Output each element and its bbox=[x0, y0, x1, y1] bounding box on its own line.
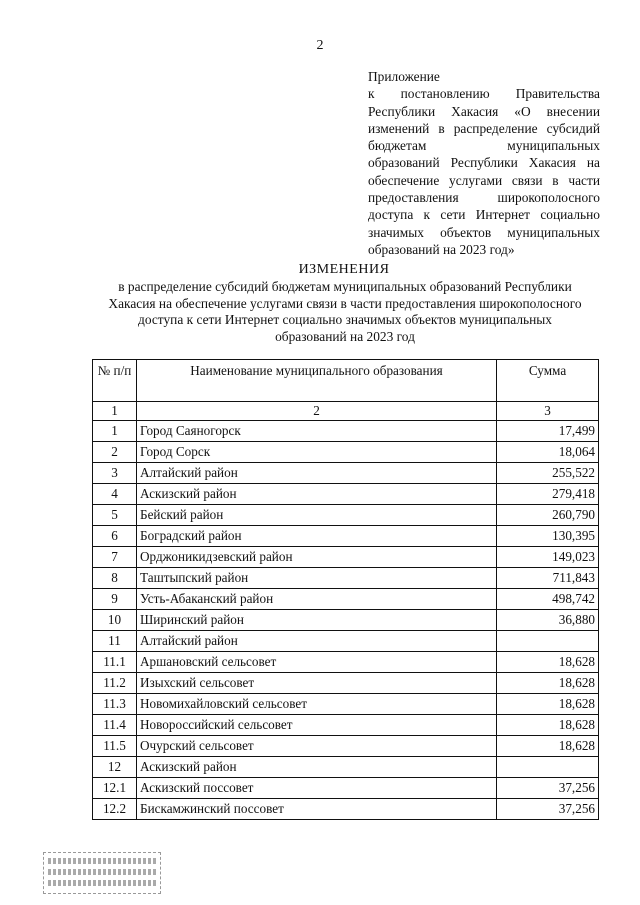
row-num: 2 bbox=[93, 442, 137, 463]
document-subtitle bbox=[92, 279, 598, 345]
row-num: 9 bbox=[93, 589, 137, 610]
subsidy-table bbox=[92, 359, 599, 820]
table-row bbox=[93, 652, 599, 673]
appendix-block bbox=[368, 68, 600, 258]
row-num: 5 bbox=[93, 505, 137, 526]
row-sum bbox=[497, 757, 599, 778]
header-num: № п/п bbox=[93, 360, 137, 402]
row-name: Бейский район bbox=[137, 505, 497, 526]
header-sum: Сумма bbox=[497, 360, 599, 402]
table-row bbox=[93, 694, 599, 715]
column-number-row bbox=[93, 402, 599, 421]
row-num: 11.3 bbox=[93, 694, 137, 715]
table-row bbox=[93, 610, 599, 631]
row-name: Алтайский район bbox=[137, 463, 497, 484]
appendix-line: бюджетам муниципальных bbox=[368, 138, 600, 154]
row-name: Новороссийский сельсовет bbox=[137, 715, 497, 736]
row-sum: 130,395 bbox=[497, 526, 599, 547]
row-sum: 18,628 bbox=[497, 652, 599, 673]
row-sum: 18,628 bbox=[497, 715, 599, 736]
table-header-row bbox=[93, 360, 599, 402]
row-num: 6 bbox=[93, 526, 137, 547]
row-num: 11.5 bbox=[93, 736, 137, 757]
row-sum: 36,880 bbox=[497, 610, 599, 631]
row-num: 8 bbox=[93, 568, 137, 589]
row-sum: 18,628 bbox=[497, 694, 599, 715]
document-title: ИЗМЕНЕНИЯ bbox=[298, 262, 390, 277]
row-name: Город Сорск bbox=[137, 442, 497, 463]
table-row bbox=[93, 568, 599, 589]
row-name: Очурский сельсовет bbox=[137, 736, 497, 757]
row-sum bbox=[497, 631, 599, 652]
row-sum: 498,742 bbox=[497, 589, 599, 610]
table-row bbox=[93, 736, 599, 757]
row-num: 11.1 bbox=[93, 652, 137, 673]
row-num: 12.2 bbox=[93, 799, 137, 820]
table-row bbox=[93, 673, 599, 694]
row-sum: 711,843 bbox=[497, 568, 599, 589]
row-num: 11.2 bbox=[93, 673, 137, 694]
row-name: Ширинский район bbox=[137, 610, 497, 631]
table-row bbox=[93, 484, 599, 505]
header-name: Наименование муниципального образования bbox=[137, 360, 497, 402]
row-name: Аскизский район bbox=[137, 757, 497, 778]
page-number: 2 bbox=[316, 38, 324, 53]
row-sum: 260,790 bbox=[497, 505, 599, 526]
table-row bbox=[93, 589, 599, 610]
col-number: 2 bbox=[137, 402, 497, 421]
row-num: 10 bbox=[93, 610, 137, 631]
table-row bbox=[93, 799, 599, 820]
row-num: 7 bbox=[93, 547, 137, 568]
table-row bbox=[93, 631, 599, 652]
row-sum: 149,023 bbox=[497, 547, 599, 568]
subtitle-line: Хакасия на обеспечение услугами связи в части предоставления широкополосного bbox=[108, 295, 582, 311]
row-name: Изыхский сельсовет bbox=[137, 673, 497, 694]
row-name: Усть-Абаканский район bbox=[137, 589, 497, 610]
table-row bbox=[93, 757, 599, 778]
col-number: 1 bbox=[93, 402, 137, 421]
row-sum: 37,256 bbox=[497, 799, 599, 820]
appendix-line: предоставления широкополосного bbox=[368, 190, 600, 206]
row-name: Алтайский район bbox=[137, 631, 497, 652]
row-num: 4 bbox=[93, 484, 137, 505]
row-sum: 18,628 bbox=[497, 736, 599, 757]
row-name: Новомихайловский сельсовет bbox=[137, 694, 497, 715]
appendix-line: изменений в распределение субсидий bbox=[368, 120, 600, 136]
appendix-line: образований Республики Хакасия на bbox=[368, 155, 600, 171]
row-sum: 17,499 bbox=[497, 421, 599, 442]
row-num: 12 bbox=[93, 757, 137, 778]
row-num: 12.1 bbox=[93, 778, 137, 799]
row-sum: 18,628 bbox=[497, 673, 599, 694]
row-name: Город Саяногорск bbox=[137, 421, 497, 442]
row-name: Бискамжинский поссовет bbox=[137, 799, 497, 820]
table-row bbox=[93, 547, 599, 568]
row-sum: 18,064 bbox=[497, 442, 599, 463]
appendix-line: Приложение bbox=[368, 69, 440, 84]
row-sum: 279,418 bbox=[497, 484, 599, 505]
row-num: 11.4 bbox=[93, 715, 137, 736]
row-sum: 255,522 bbox=[497, 463, 599, 484]
col-number: 3 bbox=[497, 402, 599, 421]
table-row bbox=[93, 778, 599, 799]
table-row bbox=[93, 715, 599, 736]
row-sum: 37,256 bbox=[497, 778, 599, 799]
table-row bbox=[93, 442, 599, 463]
row-name: Орджоникидзевский район bbox=[137, 547, 497, 568]
table-row bbox=[93, 421, 599, 442]
subtitle-line: доступа к сети Интернет социально значимых объектов муниципальных bbox=[138, 312, 552, 327]
row-num: 1 bbox=[93, 421, 137, 442]
row-name: Таштыпский район bbox=[137, 568, 497, 589]
row-name: Боградский район bbox=[137, 526, 497, 547]
appendix-line: к постановлению Правительства bbox=[368, 86, 600, 102]
row-num: 3 bbox=[93, 463, 137, 484]
table-row bbox=[93, 463, 599, 484]
subtitle-line: образований на 2023 год bbox=[275, 328, 415, 344]
appendix-line: значимых объектов муниципальных bbox=[368, 224, 600, 240]
row-num: 11 bbox=[93, 631, 137, 652]
row-name: Аршановский сельсовет bbox=[137, 652, 497, 673]
appendix-line: образований на 2023 год» bbox=[368, 241, 515, 257]
row-name: Аскизский поссовет bbox=[137, 778, 497, 799]
subtitle-line: в распределение субсидий бюджетам муниципальных образований Республики bbox=[118, 279, 572, 294]
row-name: Аскизский район bbox=[137, 484, 497, 505]
electronic-signature-stamp bbox=[43, 852, 161, 894]
table-row bbox=[93, 505, 599, 526]
table-row bbox=[93, 526, 599, 547]
appendix-line: обеспечение услугами связи в части bbox=[368, 172, 600, 188]
appendix-line: Республики Хакасия «О внесении bbox=[368, 103, 600, 119]
appendix-line: доступа к сети Интернет социально bbox=[368, 207, 600, 223]
